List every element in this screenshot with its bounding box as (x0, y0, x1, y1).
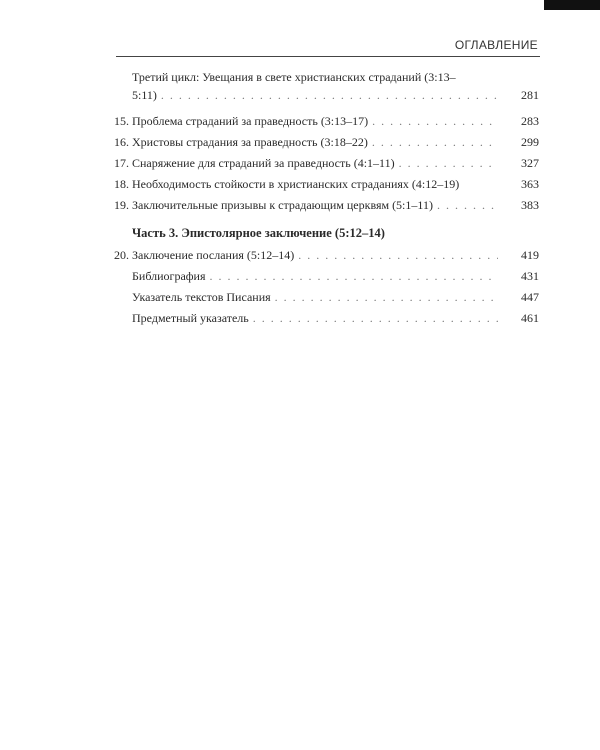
toc-entry-title: Предметный указатель (132, 311, 249, 325)
dot-leader (210, 267, 499, 285)
toc-chapter-number: 19. (114, 198, 129, 212)
toc-entry-line (132, 246, 502, 264)
toc-entry-title: Библиография (132, 269, 206, 283)
toc-page-number: 383 (521, 198, 539, 212)
toc-chapter-number: 18. (114, 177, 129, 191)
header-rule (116, 56, 540, 57)
page-corner-mark (544, 0, 600, 10)
toc-entry-line (132, 112, 502, 130)
dot-leader (372, 133, 498, 151)
toc-entry-title: Заключение послания (5:12–14) (132, 248, 295, 262)
dot-leader (372, 112, 498, 130)
dot-leader (275, 288, 498, 306)
toc-page-number: 299 (521, 135, 539, 149)
toc-entry-title: Необходимость стойкости в христианских страданиях (4:12–19) (132, 177, 460, 191)
toc-page-number: 281 (521, 88, 539, 102)
toc-entry-line (132, 288, 502, 306)
toc-entry-line (132, 154, 502, 172)
dot-leader (161, 86, 498, 104)
dot-leader (437, 196, 498, 214)
toc-entry-title: Заключительные призывы к страдающим церквям (5:1–11) (132, 198, 433, 212)
toc-entry-title-line1: Третий цикл: Увещания в свете христианских страданий (3:13– (132, 70, 456, 84)
dot-leader (399, 154, 498, 172)
toc-entry-title-line2: 5:11) . . . (132, 86, 502, 104)
toc-page-number: 327 (521, 156, 539, 170)
toc-page-number: 419 (521, 248, 539, 262)
toc-entry-title: Христовы страдания за праведность (3:18–22) (132, 135, 368, 149)
toc-entry-title: Снаряжение для страданий за праведность (4:1–11) (132, 156, 395, 170)
toc-page-number: 363 (521, 177, 539, 191)
toc-entry-line (132, 309, 502, 327)
toc-entry-line (132, 267, 502, 285)
toc-page-number: 431 (521, 269, 539, 283)
toc-part-heading[interactable]: Часть 3. Эпистолярное заключение (5:12–14) (132, 226, 385, 240)
dot-leader (298, 246, 498, 264)
toc-chapter-number: 16. (114, 135, 129, 149)
toc-page-number: 283 (521, 114, 539, 128)
dot-leader (253, 309, 498, 327)
toc-page-number: 447 (521, 290, 539, 304)
toc-page-number: 461 (521, 311, 539, 325)
toc-chapter-number: 15. (114, 114, 129, 128)
toc-entry-title: Указатель текстов Писания (132, 290, 271, 304)
toc-chapter-number: 20. (114, 248, 129, 262)
toc-entry-line (132, 175, 502, 193)
toc-entry-line (132, 196, 502, 214)
toc-entry-title: Проблема страданий за праведность (3:13–17) (132, 114, 369, 128)
toc-chapter-number: 17. (114, 156, 129, 170)
toc-entry-line (132, 133, 502, 151)
running-head: ОГЛАВЛЕНИЕ (454, 38, 538, 52)
